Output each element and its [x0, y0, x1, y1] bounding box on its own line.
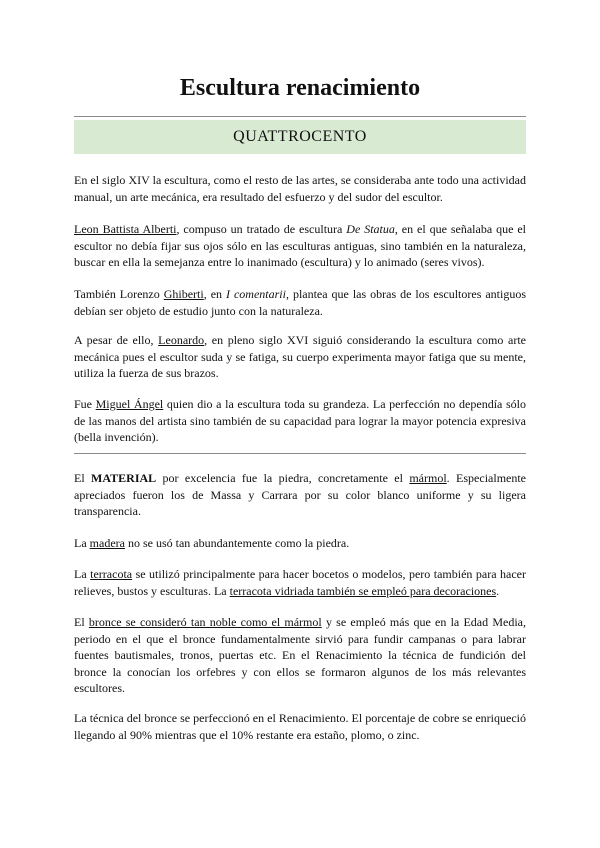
section-divider	[74, 453, 526, 454]
paragraph-7-text-a: La	[74, 536, 90, 550]
paragraph-4	[74, 332, 526, 382]
paragraph-2	[74, 221, 526, 271]
link-alberti[interactable]: Leon Battista Alberti	[74, 222, 177, 236]
paragraph-8-text-c: .	[496, 583, 500, 598]
paragraph-5-text-a: Fue	[74, 397, 96, 411]
paragraph-9	[74, 614, 526, 697]
title-divider	[74, 116, 526, 117]
link-marmol[interactable]: mármol	[409, 471, 447, 485]
paragraph-1-text: En el siglo XIV la escultura, como el resto de las artes, se consideraba ante todo una actividad manual, un arte mecánica, era resultado del esfuerzo y del sudor del escultor.	[74, 173, 526, 204]
link-bronce[interactable]: bronce se consideró tan noble como el mármol	[88, 615, 322, 629]
material-keyword: MATERIAL	[91, 471, 157, 485]
link-leonardo[interactable]: Leonardo	[158, 333, 205, 347]
paragraph-6-text-c: . Especialmente apreciados fueron los de Massa y Carrara por su color blanco uniforme y su ligera transparencia.	[74, 471, 527, 518]
link-terracota-vidriada[interactable]: terracota vidriada también se empleó para decoraciones	[229, 583, 497, 598]
paragraph-6-text-a: El	[74, 471, 92, 485]
paragraph-3-text-c: , plantea que las obras de los escultores antiguos debían ser objeto de estudio junto con la naturaleza.	[74, 287, 526, 318]
paragraph-4-text-b: , en pleno siglo XVI siguió considerando la escultura como arte mecánica pues el escultor suda y se fatiga, su cuerpo experimenta mayor fatiga que su mente, utiliza la fuerza de sus brazos.	[74, 333, 526, 380]
paragraph-3-text-b: , en	[203, 287, 226, 301]
paragraph-5	[74, 396, 526, 446]
link-madera[interactable]: madera	[89, 536, 125, 550]
paragraph-6	[74, 470, 526, 520]
paragraph-2-text-a: , compuso un tratado de escultura	[176, 222, 347, 236]
paragraph-3-text-a: También Lorenzo	[74, 287, 164, 301]
paragraph-6-text-b: por excelencia fue la piedra, concretamente el	[156, 471, 410, 485]
work-de-statua: De Statua	[346, 222, 395, 236]
document-title: Escultura renacimiento	[179, 75, 421, 101]
paragraph-2-text-b: , en el que señalaba que el escultor no debía fijar sus ojos sólo en las esculturas antiguas, sino también en la naturaleza, buscar en ella la semejanza entre lo inanimado (escultura) y lo animado (seres vivos).	[74, 222, 526, 269]
link-terracota[interactable]: terracota	[90, 567, 133, 581]
paragraph-4-text-a: A pesar de ello,	[74, 333, 159, 347]
paragraph-3	[74, 286, 526, 319]
paragraph-9-text-a: El	[74, 615, 89, 629]
work-i-comentarii: I comentarii	[226, 287, 286, 301]
link-ghiberti[interactable]: Ghiberti	[163, 287, 204, 301]
paragraph-9-text-b: y se empleó más que en la Edad Media, periodo en el que el bronce fundamentalmente sirvió para fundir campanas o para labrar fuentes bautismales, tronos, puertas etc. En el Renacimiento la técnica de fundición del bronce la conocían los orfebres y con ellos se formaron algunos de los más relevantes escultores.	[74, 615, 526, 695]
link-miguel-angel[interactable]: Miguel Ángel	[95, 397, 164, 411]
section-heading: QUATTROCENTO	[74, 120, 526, 154]
paragraph-8	[74, 566, 526, 599]
paragraph-8-text-a: La	[74, 567, 91, 581]
paragraph-7-text-b: no se usó tan abundantemente como la piedra.	[124, 536, 350, 550]
paragraph-10	[74, 710, 526, 743]
paragraph-10-text: La técnica del bronce se perfeccionó en el Renacimiento. El porcentaje de cobre se enriqueció llegando al 90% mientras que el 10% restante era estaño, plomo, o zinc.	[74, 711, 526, 742]
paragraph-7	[74, 535, 526, 552]
paragraph-1	[74, 172, 526, 205]
paragraph-5-text-b: quien dio a la escultura toda su grandeza. La perfección no dependía sólo de las manos del artista sino también de su capacidad para lograr la mayor potencia expresiva (bella invención).	[74, 397, 526, 444]
paragraph-8-text-b: se utilizó principalmente para hacer bocetos o modelos, pero también para hacer relieves, bustos y esculturas. La	[74, 567, 527, 598]
